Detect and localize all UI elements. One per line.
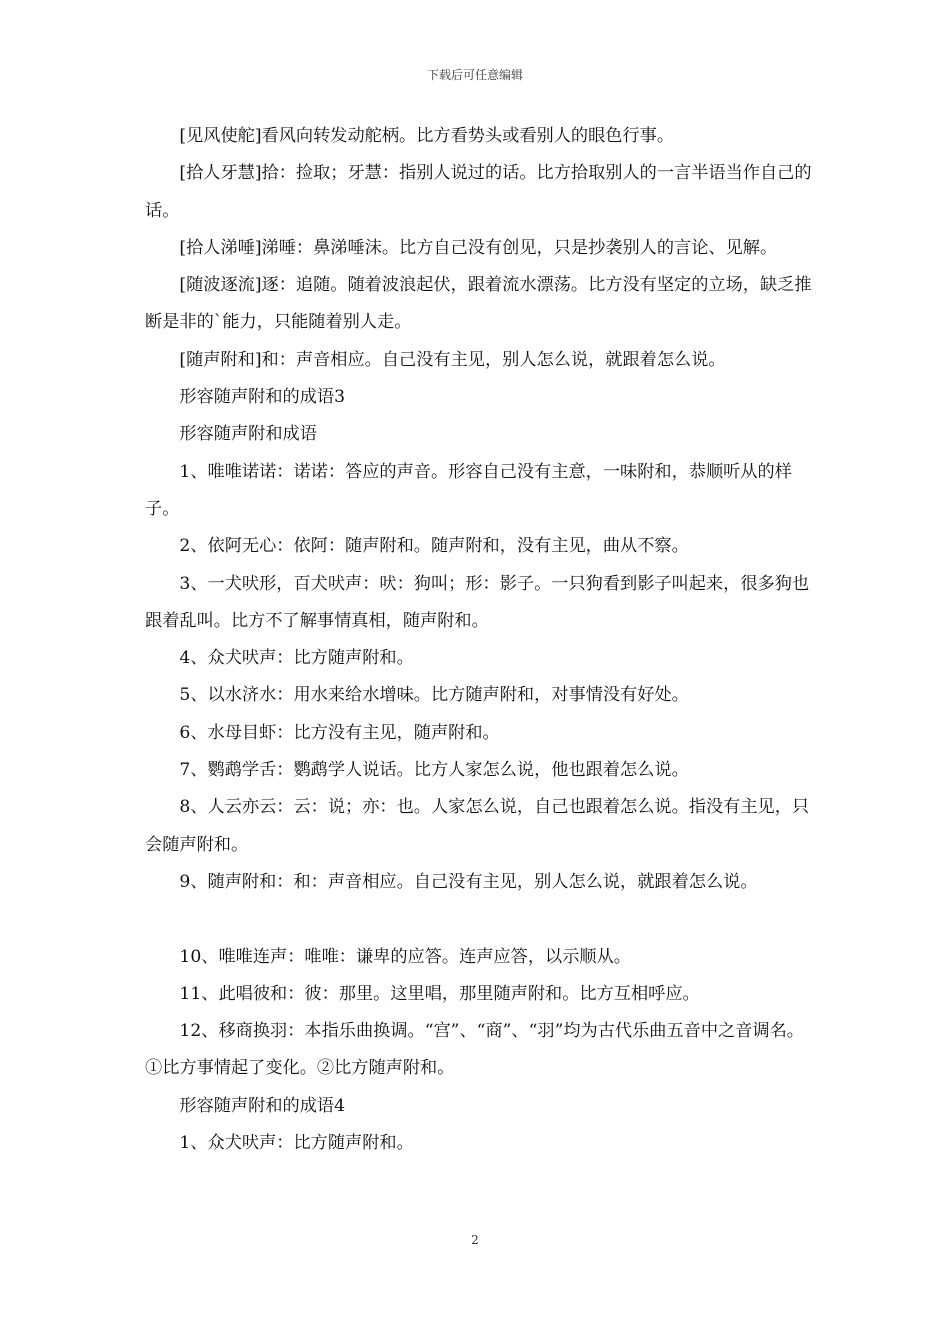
- paragraph-suisheng-fuhe: [随声附和]和：声音相应。自己没有主见，别人怎么说，就跟着怎么说。: [179, 349, 726, 370]
- list-item-9: 9、随声附和：和：声音相应。自己没有主见，别人怎么说，就跟着怎么说。: [179, 871, 758, 892]
- list-item-7: 7、鹦鹉学舌：鹦鹉学人说话。比方人家怎么说，他也跟着怎么说。: [179, 760, 689, 781]
- list-item-4: 4、众犬吠声：比方随声附和。: [179, 648, 414, 669]
- paragraph-shiren-yahui: [拾人牙慧]拾：捡取；牙慧：指别人说过的话。比方拾取别人的一言半语当作自己的话。: [145, 163, 812, 221]
- paragraph-suibo-zhuliu: [随波逐流]逐：追随。随着波浪起伏，跟着流水漂荡。比方没有坚定的立场，缺乏推断是非的`能力，只能随着别人走。: [145, 275, 812, 333]
- list-item-3: 3、一犬吠形，百犬吠声：吠：狗叫；形：影子。一只狗看到影子叫起来，很多狗也跟着乱叫。比方不了解事情真相，随声附和。: [145, 573, 810, 631]
- list-item-2: 2、依阿无心：依阿：随声附和。随声附和，没有主见，曲从不察。: [179, 536, 689, 557]
- paragraph-jianfeng-shiduo: [见风使舵]看风向转发动舵柄。比方看势头或看别人的眼色行事。: [179, 126, 675, 146]
- list-item-12: 12、移商换羽：本指乐曲换调。“宫”、“商”、“羽”均为古代乐曲五音中之音调名。①比方事情起了变化。②比方随声附和。: [145, 1021, 804, 1079]
- list-item-11: 11、此唱彼和：彼：那里。这里唱，那里随声附和。比方互相呼应。: [179, 983, 700, 1004]
- list-item-5: 5、以水济水：用水来给水增味。比方随声附和，对事情没有好处。: [179, 685, 689, 706]
- page-number: 2: [471, 1233, 479, 1247]
- section-subheading: 形容随声附和成语: [179, 424, 317, 445]
- list-item-10: 10、唯唯连声：唯唯：谦卑的应答。连声应答，以示顺从。: [179, 946, 631, 967]
- paragraph-shiren-titu: [拾人涕唾]涕唾：鼻涕唾沫。比方自己没有创见，只是抄袭别人的言论、见解。: [179, 237, 778, 258]
- blank-line: [145, 901, 813, 938]
- document-body: [145, 118, 813, 1162]
- section-heading-3: 形容随声附和的成语3: [179, 387, 346, 408]
- list-item-8: 8、人云亦云：云：说；亦：也。人家怎么说，自己也跟着怎么说。指没有主见，只会随声附和。: [145, 797, 810, 855]
- section-heading-4: 形容随声附和的成语4: [179, 1095, 346, 1116]
- list-item-1: 1、唯唯诺诺：诺诺：答应的声音。形容自己没有主意，一味附和，恭顺听从的样子。: [145, 461, 792, 519]
- page-header: 下载后可任意编辑: [426, 68, 523, 82]
- list-item-4-1: 1、众犬吠声：比方随声附和。: [179, 1133, 414, 1154]
- list-item-6: 6、水母目虾：比方没有主见，随声附和。: [179, 722, 500, 743]
